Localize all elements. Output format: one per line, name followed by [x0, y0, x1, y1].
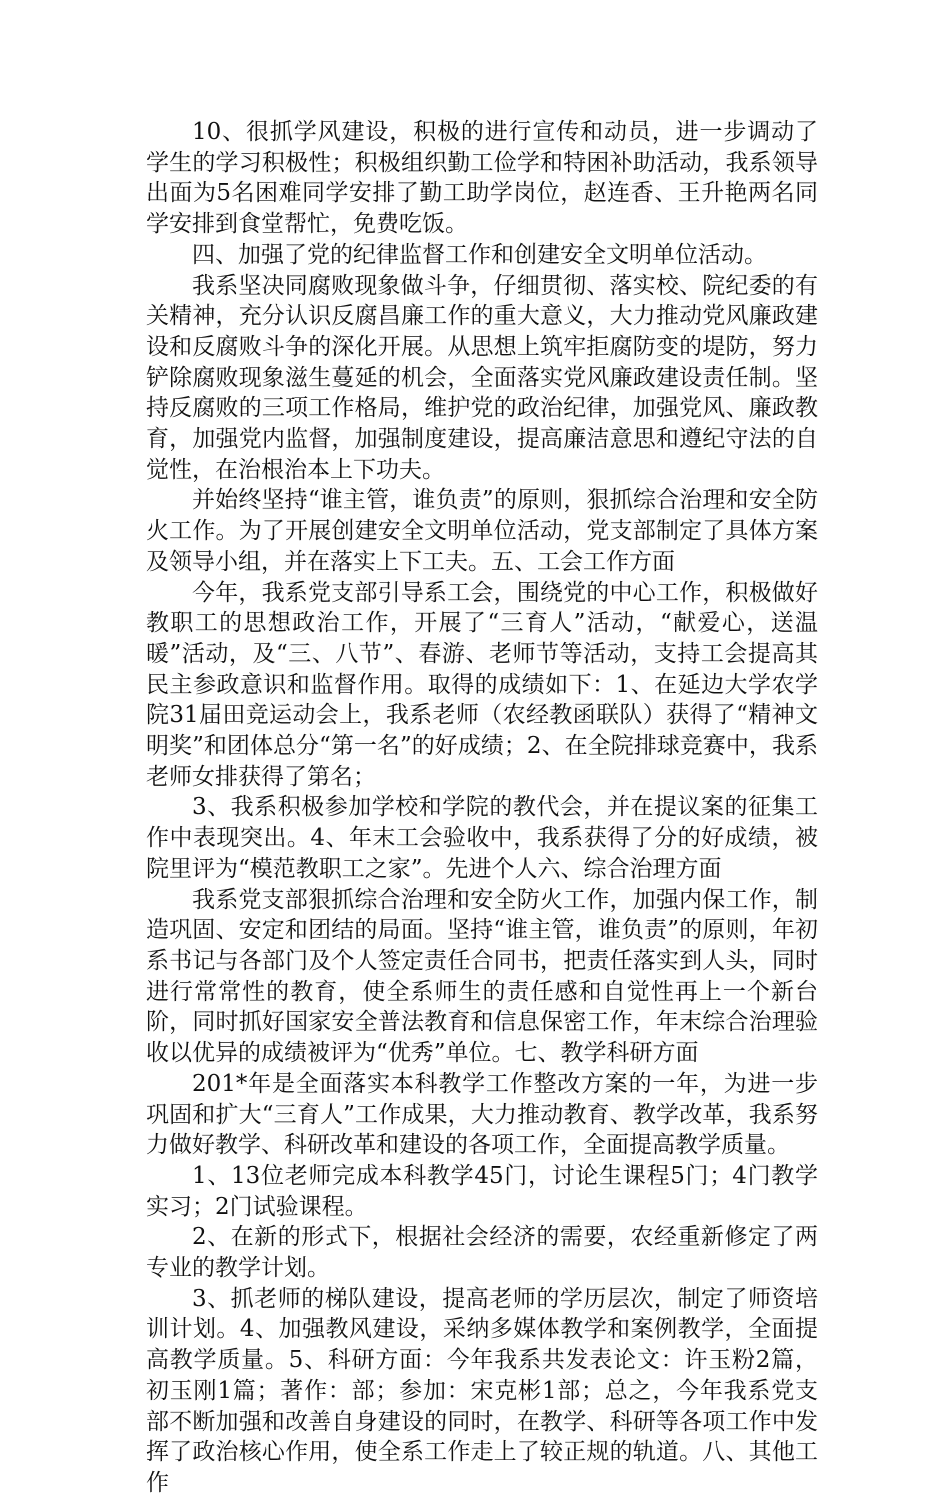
document-body: [146, 117, 818, 1499]
paragraph-10: 2、在新的形式下，根据社会经济的需要，农经重新修定了两专业的教学计划。: [146, 1224, 818, 1282]
paragraph-9: 1、13位老师完成本科教学45门，讨论生课程5门；4门教学实习；2门试验课程。: [146, 1162, 818, 1220]
paragraph-2: 四、加强了党的纪律监督工作和创建安全文明单位活动。: [192, 241, 767, 268]
paragraph-7: 我系党支部狠抓综合治理和安全防火工作，加强内保工作，制造巩固、安定和团结的局面。坚持“谁主管，谁负责”的原则，年初系书记与各部门及个人签定责任合同书，把责任落实到人头，同时进行常常性的教育，使全系师生的责任感和自觉性再上一个新台阶，同时抓好国家安全普法教育和信息保密工作，年末综合治理验收以优异的成绩被评为“优秀”单位。七、教学科研方面: [146, 886, 818, 1067]
paragraph-3: 我系坚决同腐败现象做斗争，仔细贯彻、落实校、院纪委的有关精神，充分认识反腐昌廉工作的重大意义，大力推动党风廉政建设和反腐败斗争的深化开展。从思想上筑牢拒腐防变的堤防，努力铲除腐败现象滋生蔓延的机会，全面落实党风廉政建设责任制。坚持反腐败的三项工作格局，维护党的政治纪律，加强党风、廉政教育，加强党内监督，加强制度建设，提高廉洁意思和遵纪守法的自觉性，在治根治本上下功夫。: [146, 272, 818, 483]
paragraph-11: 3、抓老师的梯队建设，提高老师的学历层次，制定了师资培训计划。4、加强教风建设，采纳多媒体教学和案例教学，全面提高教学质量。5、科研方面：今年我系共发表论文：许玉粉2篇，初玉刚1篇；著作：部；参加：宋克彬1部；总之，今年我系党支部不断加强和改善自身建设的同时，在教学、科研等各项工作中发挥了政治核心作用，使全系工作走上了较正规的轨道。八、其他工作: [146, 1285, 818, 1496]
paragraph-4: 并始终坚持“谁主管，谁负责”的原则，狠抓综合治理和安全防火工作。为了开展创建安全文明单位活动，党支部制定了具体方案及领导小组，并在落实上下工夫。五、工会工作方面: [146, 487, 818, 575]
paragraph-6: 3、我系积极参加学校和学院的教代会，并在提议案的征集工作中表现突出。4、年末工会验收中，我系获得了分的好成绩，被院里评为“模范教职工之家”。先进个人六、综合治理方面: [146, 794, 818, 882]
paragraph-1: 10、很抓学风建设，积极的进行宣传和动员，进一步调动了学生的学习积极性；积极组织勤工俭学和特困补助活动，我系领导出面为5名困难同学安排了勤工助学岗位，赵连香、王升艳两名同学安排到食堂帮忙，免费吃饭。: [146, 119, 818, 238]
paragraph-8: 201*年是全面落实本科教学工作整改方案的一年，为进一步巩固和扩大“三育人”工作成果，大力推动教育、教学改革，我系努力做好教学、科研改革和建设的各项工作，全面提高教学质量。: [146, 1070, 818, 1159]
paragraph-5: 今年，我系党支部引导系工会，围绕党的中心工作，积极做好教职工的思想政治工作，开展了“三育人”活动，“献爱心，送温暖”活动，及“三、八节”、春游、老师节等活动，支持工会提高其民主参政意识和监督作用。取得的成绩如下：1、在延边大学农学院31届田竞运动会上，我系老师（农经教函联队）获得了“精神文明奖”和团体总分“第一名”的好成绩；2、在全院排球竞赛中，我系老师女排获得了第名；: [146, 579, 818, 790]
